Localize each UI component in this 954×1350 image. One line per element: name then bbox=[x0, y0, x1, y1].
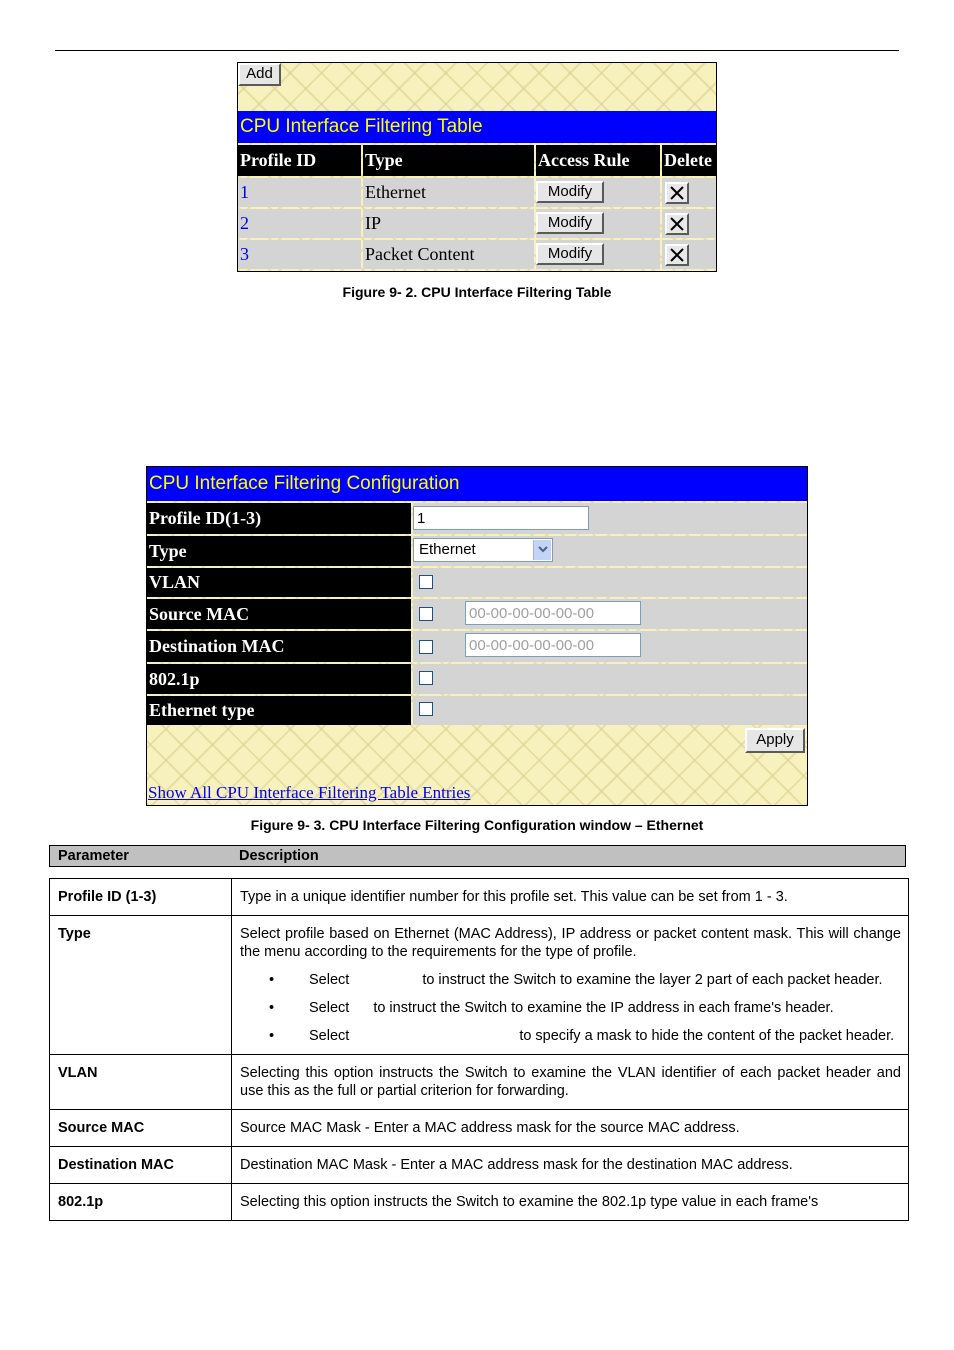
param-header-label: Parameter bbox=[58, 848, 129, 864]
list-item bbox=[240, 1027, 901, 1045]
figure-caption: Figure 9- 3. CPU Interface Filtering Configuration window – Ethernet bbox=[250, 817, 704, 833]
vlan-label: VLAN bbox=[147, 568, 411, 597]
profile-id-link[interactable]: 2 bbox=[238, 209, 361, 238]
type-select-value: Ethernet bbox=[419, 541, 476, 558]
filtering-table-panel bbox=[237, 62, 717, 272]
delete-cell bbox=[662, 240, 716, 269]
param-name: Source MAC bbox=[50, 1110, 232, 1147]
table-row bbox=[50, 1147, 909, 1184]
chevron-down-icon[interactable] bbox=[533, 540, 551, 560]
apply-button[interactable]: Apply bbox=[745, 728, 805, 753]
bullet-post: to instruct the Switch to examine the layer 2 part of each packet header. bbox=[422, 972, 883, 988]
param-desc: Selecting this option instructs the Switch to examine the VLAN identifier of each packet header and use this as the full or partial criterion for forwarding. bbox=[232, 1055, 909, 1110]
source-mac-value-cell bbox=[413, 599, 807, 629]
type-select[interactable] bbox=[413, 538, 553, 562]
modify-button[interactable]: Modify bbox=[536, 212, 604, 234]
delete-cell bbox=[662, 209, 716, 238]
bullet-post: to instruct the Switch to examine the IP address in each frame's header. bbox=[373, 1000, 834, 1016]
modify-button[interactable]: Modify bbox=[536, 181, 604, 203]
ethernet-type-value-cell bbox=[413, 696, 807, 725]
dot1p-checkbox[interactable] bbox=[419, 671, 433, 685]
profile-id-link[interactable]: 1 bbox=[238, 178, 361, 207]
x-delete-icon[interactable] bbox=[665, 213, 689, 235]
profile-id-input[interactable] bbox=[413, 506, 589, 530]
table-row bbox=[50, 916, 909, 1055]
param-table bbox=[49, 878, 909, 1221]
table-row bbox=[50, 1055, 909, 1110]
bullet-post: to specify a mask to hide the content of the packet header. bbox=[519, 1028, 895, 1044]
modify-button[interactable]: Modify bbox=[536, 243, 604, 265]
figure-caption: Figure 9- 2. CPU Interface Filtering Table bbox=[342, 284, 612, 300]
param-name: Destination MAC bbox=[50, 1147, 232, 1184]
type-cell: IP bbox=[363, 209, 534, 238]
description-header-label: Description bbox=[239, 848, 319, 864]
profile-id-link[interactable]: 3 bbox=[238, 240, 361, 269]
table-row bbox=[50, 879, 909, 916]
table-row bbox=[50, 1184, 909, 1221]
col-header-profile-id: Profile ID bbox=[238, 145, 361, 176]
source-mac-checkbox[interactable] bbox=[419, 607, 433, 621]
dot1p-label: 802.1p bbox=[147, 664, 411, 694]
profile-id-label: Profile ID(1-3) bbox=[147, 503, 411, 534]
table-row bbox=[50, 1110, 909, 1147]
col-header-access-rule: Access Rule bbox=[536, 145, 660, 176]
param-desc: Select profile based on Ethernet (MAC Address), IP address or packet content mask. This will change the menu according to the requirements for the type of profile. bbox=[240, 926, 901, 960]
show-all-entries-link[interactable]: Show All CPU Interface Filtering Table Entries bbox=[148, 783, 471, 802]
bullet-pre: Select bbox=[309, 1000, 350, 1016]
type-label: Type bbox=[147, 536, 411, 566]
ethernet-type-checkbox[interactable] bbox=[419, 702, 433, 716]
access-rule-cell bbox=[536, 209, 660, 238]
profile-id-value-cell bbox=[413, 503, 807, 534]
param-name: 802.1p bbox=[50, 1184, 232, 1221]
param-desc: Selecting this option instructs the Switch to examine the 802.1p type value in each frame's bbox=[232, 1184, 909, 1221]
x-delete-icon[interactable] bbox=[665, 244, 689, 266]
destination-mac-input[interactable] bbox=[465, 633, 641, 657]
param-desc: Type in a unique identifier number for this profile set. This value can be set from 1 - 3. bbox=[232, 879, 909, 916]
type-cell: Ethernet bbox=[363, 178, 534, 207]
list-item bbox=[240, 999, 901, 1017]
col-header-delete: Delete bbox=[662, 145, 716, 176]
x-delete-icon[interactable] bbox=[665, 182, 689, 204]
destination-mac-checkbox[interactable] bbox=[419, 640, 433, 654]
add-button[interactable]: Add bbox=[238, 63, 281, 86]
bullet-pre: Select bbox=[309, 1028, 350, 1044]
destination-mac-label: Destination MAC bbox=[147, 631, 411, 662]
param-desc: Source MAC Mask - Enter a MAC address mask for the source MAC address. bbox=[232, 1110, 909, 1147]
param-name: VLAN bbox=[50, 1055, 232, 1110]
dot1p-value-cell bbox=[413, 664, 807, 694]
type-value-cell bbox=[413, 536, 807, 566]
param-table-header bbox=[49, 845, 906, 867]
param-name: Type bbox=[50, 916, 232, 1055]
source-mac-label: Source MAC bbox=[147, 599, 411, 629]
param-desc-cell bbox=[232, 916, 909, 1055]
destination-mac-value-cell bbox=[413, 631, 807, 662]
config-title: CPU Interface Filtering Configuration bbox=[147, 467, 807, 501]
vlan-value-cell bbox=[413, 568, 807, 597]
type-cell: Packet Content bbox=[363, 240, 534, 269]
access-rule-cell bbox=[536, 178, 660, 207]
access-rule-cell bbox=[536, 240, 660, 269]
header-rule bbox=[55, 50, 899, 51]
vlan-checkbox[interactable] bbox=[419, 575, 433, 589]
list-item bbox=[240, 971, 901, 989]
filtering-table-title: CPU Interface Filtering Table bbox=[238, 111, 716, 143]
filtering-config-panel bbox=[146, 466, 808, 806]
bullet-pre: Select bbox=[309, 972, 350, 988]
col-header-type: Type bbox=[363, 145, 534, 176]
delete-cell bbox=[662, 178, 716, 207]
source-mac-input[interactable] bbox=[465, 601, 641, 625]
param-name: Profile ID (1-3) bbox=[50, 879, 232, 916]
param-desc: Destination MAC Mask - Enter a MAC address mask for the destination MAC address. bbox=[232, 1147, 909, 1184]
ethernet-type-label: Ethernet type bbox=[147, 696, 411, 725]
